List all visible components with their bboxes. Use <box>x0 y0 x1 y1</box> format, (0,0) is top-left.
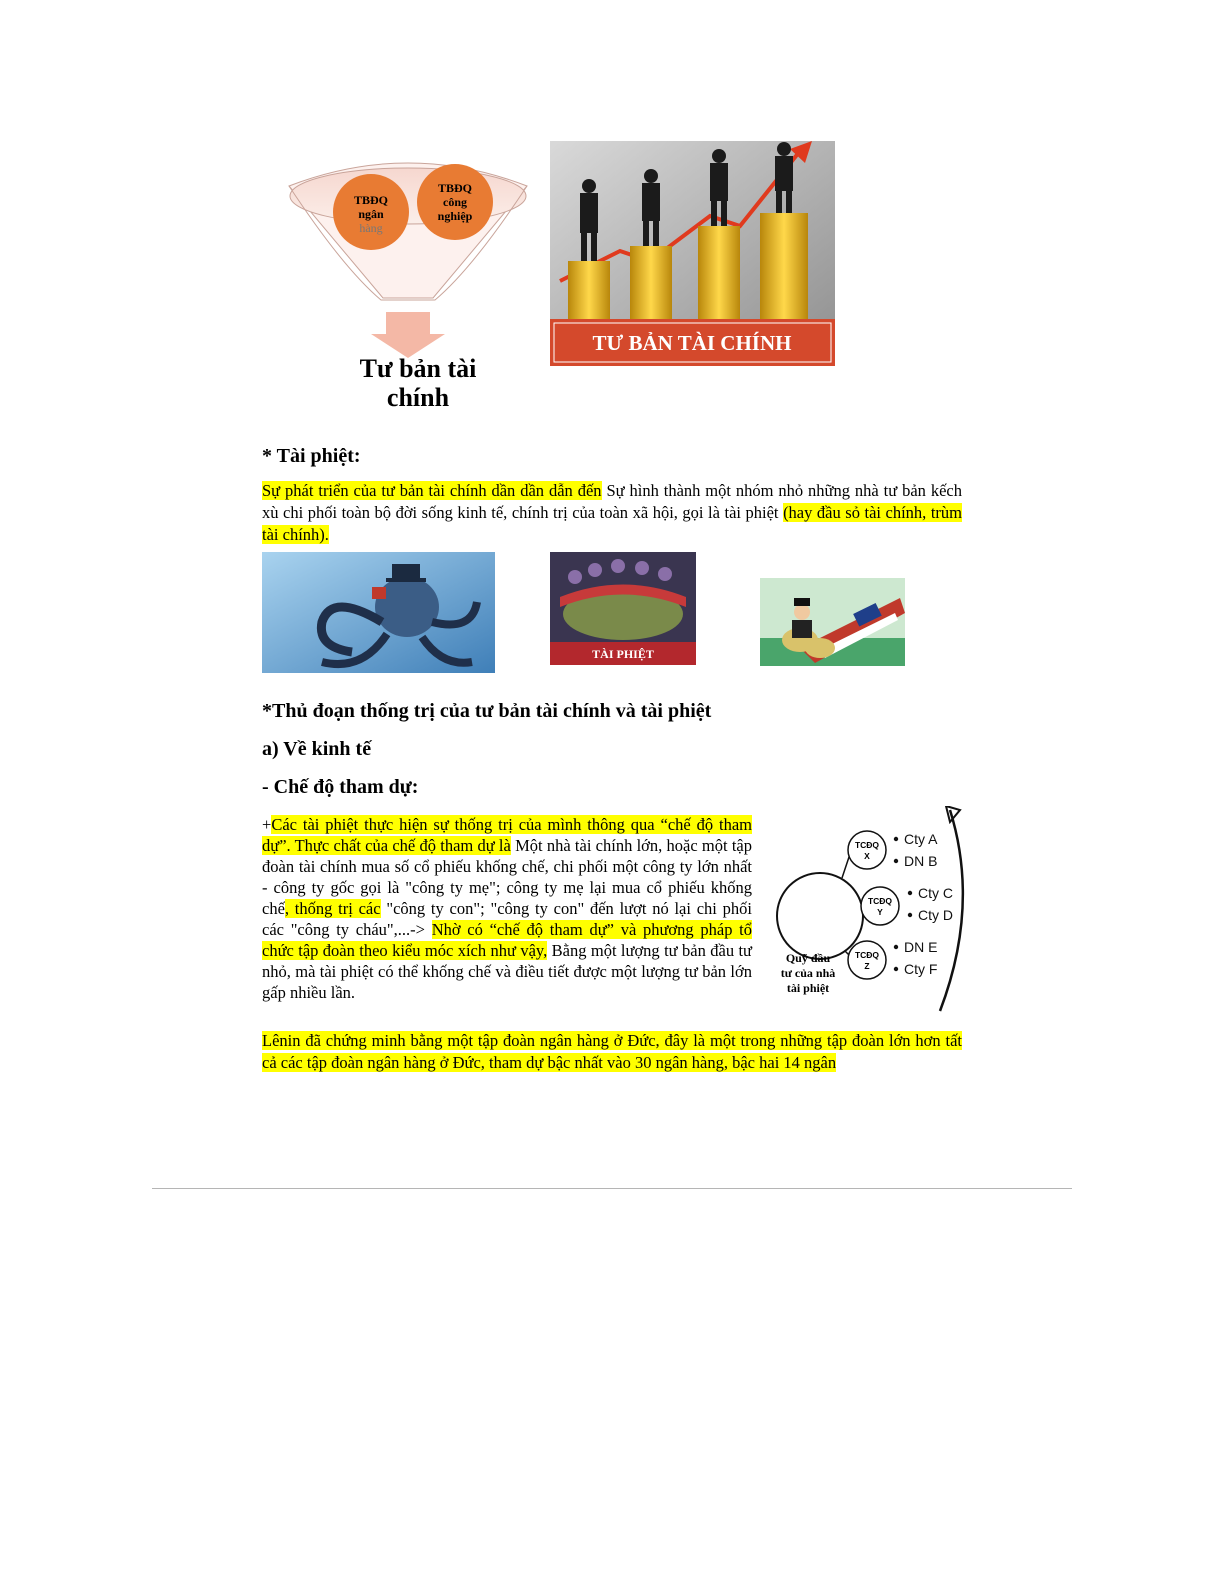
node-x-item1: Cty A <box>904 831 938 847</box>
node-y-item2: Cty D <box>918 907 953 923</box>
ship-cartoon-image <box>760 578 905 666</box>
thamdu-highlight-3: Nhờ có “chế độ tham dự” và phương pháp tổ chức tập đoàn theo kiểu móc xích như vậy, <box>262 920 753 960</box>
node-y-label1: TCĐQ <box>867 896 893 906</box>
thamdu-highlight-1: Các tài phiệt thực hiện sự thống trị của mình thông qua “chế độ tham dự”. Thực chất của chế độ tham dự là <box>262 815 752 855</box>
coin-stacks-graphic <box>550 141 835 366</box>
page-divider <box>152 1188 1072 1189</box>
node-x-label1: TCĐQ <box>854 840 880 850</box>
taiphiet-highlight-2: (hay đầu sỏ tài chính, trùm tài chính). <box>262 503 962 544</box>
node-z-label1: TCĐQ <box>854 950 880 960</box>
section-heading-thudoan: *Thủ đoạn thống trị của tư bản tài chính và tài phiệt <box>262 700 712 722</box>
node-y-item1: Cty C <box>918 885 953 901</box>
coin-stack-2 <box>630 246 672 319</box>
funnel-result-line2: chính <box>386 383 450 412</box>
taiphiet-image-caption: TÀI PHIỆT <box>592 647 654 661</box>
fund-caption-line1: Quỹ đầu <box>785 951 831 965</box>
node-x-item2: DN B <box>904 853 938 869</box>
thamdu-text-1: Một nhà tài chính lớn, hoặc một tập đoàn tài chính mua số cổ phiếu khống chế, chi phối một công ty lớn nhất - công ty gốc gọi là "công ty mẹ"; công ty mẹ lại mua cổ phiếu khống chế <box>262 836 753 918</box>
node-y-label2: Y <box>877 907 883 917</box>
node-z-label2: Z <box>864 961 870 971</box>
node-z-circle <box>848 941 886 979</box>
paragraph-lenin <box>262 1030 962 1074</box>
node-x-circle <box>848 831 886 869</box>
circle1-line3: hàng <box>359 221 383 235</box>
node-y-circle <box>861 887 899 925</box>
thamdu-highlight-2: , thống trị các <box>284 899 381 918</box>
finance-capital-image <box>550 141 835 366</box>
thamdu-text-3: Bằng một lượng tư bản đầu tư nhỏ, mà tài phiệt có thể khống chế và điều tiết được một lượng tư bản lớn gấp nhiều lần. <box>262 941 752 1002</box>
section-heading-taiphiet: * Tài phiệt: <box>262 445 361 467</box>
fund-caption-line3: tài phiệt <box>786 981 830 995</box>
subheading-kinh-te: a) Về kinh tế <box>262 738 372 760</box>
node-z-item1: DN E <box>904 939 938 955</box>
node-x-label2: X <box>864 851 870 861</box>
coin-stack-1 <box>568 261 610 319</box>
banner-caption: TƯ BẢN TÀI CHÍNH <box>592 331 792 355</box>
funnel-result-title <box>318 354 518 412</box>
taiphiet-highlight-1: Sự phát triển của tư bản tài chính dần dần dẫn đến <box>262 481 602 500</box>
node-z-item2: Cty F <box>904 961 938 977</box>
circle1-line2: ngân <box>358 207 384 221</box>
coin-stack-4 <box>760 213 808 319</box>
circle2-line1: TBĐQ <box>437 181 473 195</box>
thamdu-text-2: "công ty con"; "công ty con" đến lượt nó lại chi phối các "công ty cháu",...-> <box>262 899 752 939</box>
lenin-highlight: Lênin đã chứng minh bằng một tập đoàn ngân hàng ở Đức, đây là một trong những tập đoàn lớn hơn tất cả các tập đoàn ngân hàng ở Đức, tham dự bậc nhất vào 30 ngân hàng, bậc hai 14 ngân <box>262 1031 962 1072</box>
paragraph-che-do-tham-du <box>262 814 752 1003</box>
funnel-result-line1: Tư bản tài <box>359 354 477 383</box>
coin-stack-3 <box>698 226 740 319</box>
plus-sign: + <box>262 815 272 834</box>
octopus-cartoon-image <box>262 552 495 673</box>
circle2-line3: nghiệp <box>437 209 473 223</box>
down-arrow-icon <box>371 312 445 358</box>
circle1-line1: TBĐQ <box>353 193 389 207</box>
taiphiet-text: Sự hình thành một nhóm nhỏ những nhà tư bản kếch xù chi phối toàn bộ đời sống kinh tế, chính trị của toàn xã hội, gọi là tài phiệt <box>262 481 962 522</box>
subheading-che-do-tham-du: - Chế độ tham dự: <box>262 776 419 798</box>
taiphiet-cartoon-image <box>550 552 696 665</box>
circle2-line2: công <box>443 195 467 209</box>
fund-circle <box>777 873 863 959</box>
bracket-arrow-head-icon <box>946 806 960 822</box>
fund-caption-line2: tư của nhà <box>780 966 836 980</box>
holding-structure-diagram <box>770 806 975 1020</box>
paragraph-taiphiet <box>262 480 962 546</box>
